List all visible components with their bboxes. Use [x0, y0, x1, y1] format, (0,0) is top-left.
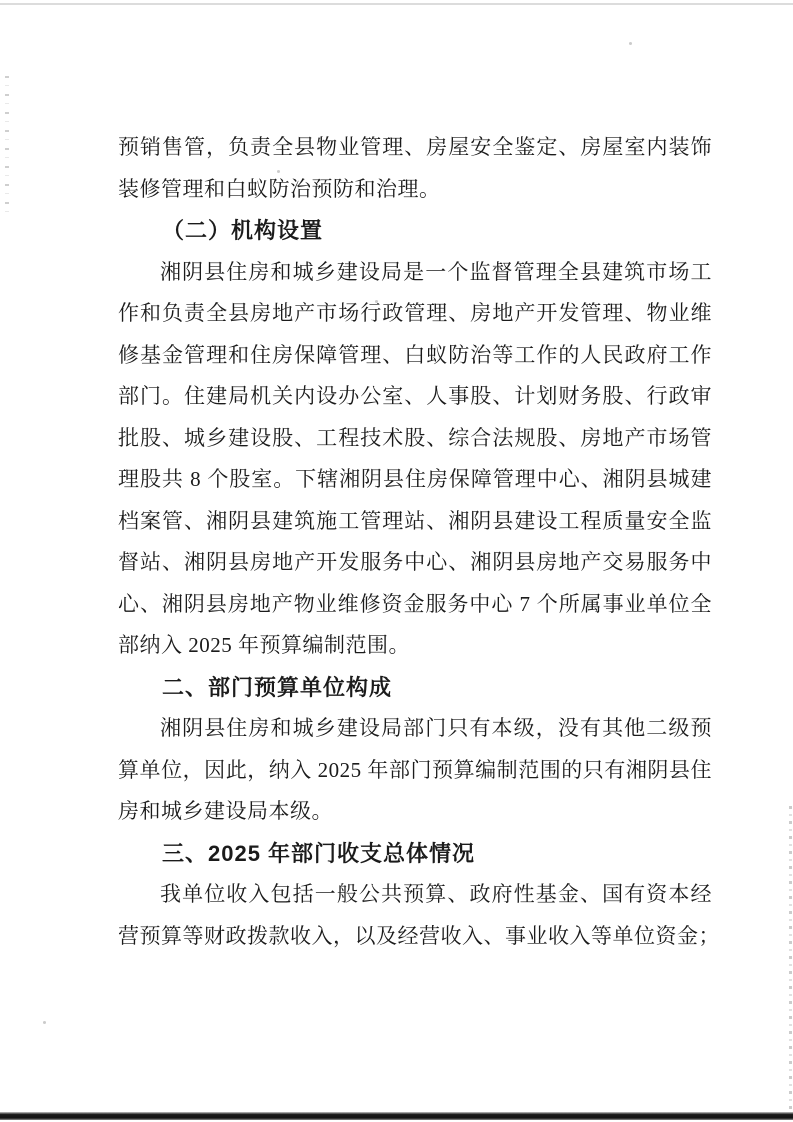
heading-budget-unit-composition: 二、部门预算单位构成: [162, 674, 393, 700]
text-line: 心、湘阴县房地产物业维修资金服务中心 7 个所属事业单位全: [118, 591, 712, 616]
text-line: 预销售管，负责全县物业管理、房屋安全鉴定、房屋室内装饰: [118, 135, 712, 159]
heading-org-structure: （二）机构设置: [162, 218, 324, 243]
text-line: 修基金管理和住房保障管理、白蚁防治等工作的人民政府工作: [118, 342, 712, 367]
text-line: 作和负责全县房地产市场行政管理、房地产开发管理、物业维: [118, 301, 712, 325]
heading-2025-overall-revenue-expenditure: 三、2025 年部门收支总体情况: [162, 840, 476, 866]
scan-speck: [629, 42, 632, 45]
text-line: 档案管、湘阴县建筑施工管理站、湘阴县建设工程质量安全监: [118, 508, 712, 533]
scan-speck: [43, 1021, 46, 1024]
scan-left-edge-noise: [5, 76, 9, 218]
text-line: 房和城乡建设局本级。: [118, 799, 333, 823]
text-line: 部纳入 2025 年预算编制范围。: [118, 633, 410, 657]
text-line: 湘阴县住房和城乡建设局是一个监督管理全县建筑市场工: [160, 259, 712, 284]
text-line: 装修管理和白蚁防治预防和治理。: [118, 176, 441, 201]
text-line: 营预算等财政拨款收入，以及经营收入、事业收入等单位资金；: [118, 923, 720, 948]
scan-right-edge-noise: [789, 806, 792, 1116]
text-line: 督站、湘阴县房地产开发服务中心、湘阴县房地产交易服务中: [118, 550, 712, 574]
text-line: 批股、城乡建设股、工程技术股、综合法规股、房地产市场管: [118, 425, 712, 450]
scan-top-edge-line: [0, 3, 793, 5]
scan-bottom-black-bar: [0, 1112, 793, 1120]
text-line: 理股共 8 个股室。下辖湘阴县住房保障管理中心、湘阴县城建: [118, 467, 712, 491]
text-line: 算单位，因此，纳入 2025 年部门预算编制范围的只有湘阴县住: [118, 757, 712, 782]
text-line: 我单位收入包括一般公共预算、政府性基金、国有资本经: [160, 882, 712, 906]
text-line: 湘阴县住房和城乡建设局部门只有本级，没有其他二级预: [160, 716, 712, 740]
text-line: 部门。住建局机关内设办公室、人事股、计划财务股、行政审: [118, 384, 712, 408]
text-block: [118, 127, 720, 957]
